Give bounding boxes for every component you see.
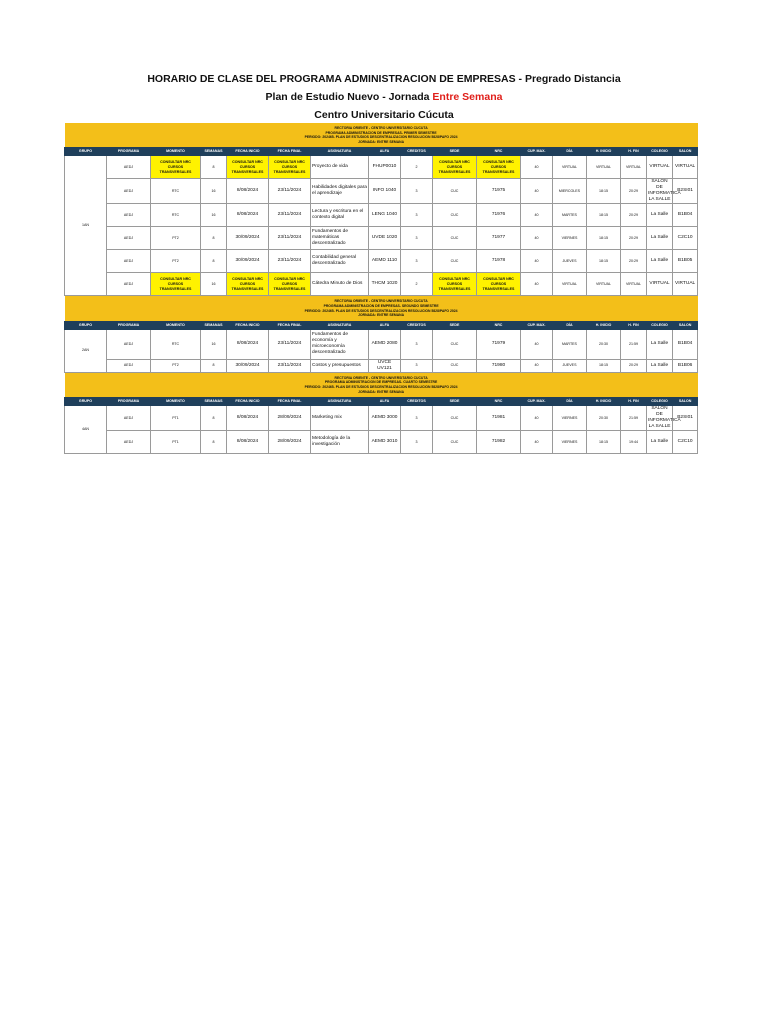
column-header: DÍA: [553, 148, 587, 156]
cell-programa: AEDJ: [107, 204, 151, 227]
cell-asignatura: Lectura y escritura en el contexto digital: [311, 204, 369, 227]
column-header: H. INICIO: [587, 398, 621, 406]
table-row: [65, 250, 698, 273]
cell-cup: 40: [521, 204, 553, 227]
group-cell: 4AN: [65, 406, 107, 454]
cell-creditos: 3: [401, 250, 433, 273]
cell-alfa: AEMD 3010: [369, 431, 401, 454]
cell-colegio: La Salle: [647, 204, 673, 227]
title-line-2-accent: Entre Semana: [432, 91, 503, 103]
section-banner: [65, 372, 698, 397]
cell-hinicio: 20:30: [587, 406, 621, 431]
group-cell: 1AN: [65, 156, 107, 296]
banner-line: RECTORIA ORIENTE - CENTRO UNIVERSITARIO CUCUTA: [334, 375, 428, 380]
cell-semanas: 8: [201, 227, 227, 250]
cell-hinicio: 18:15: [587, 359, 621, 372]
cell-semanas: 8: [201, 431, 227, 454]
column-header: MOMENTO: [151, 398, 201, 406]
cell-nrc: CONSULTAR NRC CURSOS TRANSVERSALES: [477, 156, 521, 179]
cell-colegio: SALON DE INFORMATICA LA SALLE: [648, 179, 681, 203]
column-header: SEDE: [433, 148, 477, 156]
table-row: [65, 156, 698, 179]
cell-creditos: 3: [401, 406, 433, 431]
cell-dia: MARTES: [553, 329, 587, 359]
cell-alfa: AEMD 1110: [369, 250, 401, 273]
cell-hfin: VIRTUAL: [621, 156, 647, 179]
column-header: ALFA: [369, 398, 401, 406]
column-header: PROGRAMA: [107, 321, 151, 329]
column-header: DÍA: [553, 398, 587, 406]
cell-semanas: 8: [201, 359, 227, 372]
title-line-3: Centro Universitario Cúcuta: [314, 109, 454, 121]
column-header: FECHA FINAL: [269, 321, 311, 329]
column-header: GRUPO: [65, 321, 107, 329]
cell-colegio: La Salle: [647, 329, 673, 359]
banner-line: PROGRAMA ADMINISTRACION DE EMPRESAS- CUARTO SEMESTRE: [324, 380, 438, 385]
cell-fin: 23/11/2024: [269, 329, 311, 359]
cell-semanas: 16: [201, 273, 227, 296]
cell-alfa: UVCE UV121: [369, 359, 401, 372]
cell-hfin: 20:29: [621, 179, 647, 204]
cell-asignatura: Proyecto de vida: [311, 156, 369, 179]
column-header: ALFA: [369, 148, 401, 156]
column-header: ASIGNATURA: [311, 398, 369, 406]
cell-salon: VIRTUAL: [673, 273, 698, 296]
cell-fin: 23/11/2024: [269, 250, 311, 273]
cell-inicio: 30/09/2024: [227, 359, 269, 372]
cell-momento: CONSULTAR NRC CURSOS TRANSVERSALES: [151, 273, 201, 296]
banner-line: PERIODO: 202465- PLAN DE ESTUDIOS DESCENTRALIZACION RESOLUCION 5828/PAFO 2024: [304, 135, 458, 140]
cell-colegio: La Salle: [647, 359, 673, 372]
column-header: H. INICIO: [587, 148, 621, 156]
cell-nrc: 71980: [477, 359, 521, 372]
group-cell: 2AN: [65, 329, 107, 372]
cell-sede: CUC: [433, 359, 477, 372]
cell-dia: VIRTUAL: [553, 273, 587, 296]
section-banner-cell: [65, 296, 698, 321]
cell-alfa: FHUP0010: [369, 156, 401, 179]
cell-momento: RTC: [151, 329, 201, 359]
column-header: H. FIN: [621, 321, 647, 329]
cell-hfin: 19:44: [621, 431, 647, 454]
cell-cup: 40: [521, 227, 553, 250]
cell-hfin: 20:29: [621, 227, 647, 250]
column-header: H. FIN: [621, 148, 647, 156]
cell-hinicio: 18:15: [587, 204, 621, 227]
cell-salon: B1B04: [673, 204, 698, 227]
cell-fin: 23/11/2024: [269, 227, 311, 250]
cell-cup: 40: [521, 179, 553, 204]
cell-programa: AEDJ: [107, 273, 151, 296]
cell-alfa: INFO 1040: [369, 179, 401, 204]
cell-dia: VIERNES: [553, 431, 587, 454]
cell-nrc: 71976: [477, 204, 521, 227]
cell-dia: VIERNES: [553, 227, 587, 250]
cell-salon: C2C10: [673, 227, 698, 250]
title-line-2-prefix: Plan de Estudio Nuevo - Jornada: [265, 91, 433, 103]
column-header: ALFA: [369, 321, 401, 329]
cell-cup: 40: [521, 273, 553, 296]
cell-semanas: 8: [201, 250, 227, 273]
cell-programa: AEDJ: [107, 250, 151, 273]
cell-nrc: 71978: [477, 250, 521, 273]
cell-fin: 28/09/2024: [269, 431, 311, 454]
cell-dia: MIERCOLES: [553, 179, 587, 204]
cell-dia: MARTES: [553, 204, 587, 227]
cell-creditos: 2: [401, 273, 433, 296]
cell-salon: B2SI01: [673, 179, 698, 204]
column-header: FECHA INICIO: [227, 321, 269, 329]
cell-semanas: 8: [201, 156, 227, 179]
cell-momento: RTC: [151, 179, 201, 204]
cell-hinicio: 18:15: [587, 227, 621, 250]
cell-inicio: 8/08/2024: [227, 204, 269, 227]
cell-cup: 40: [521, 431, 553, 454]
title-line-2: [0, 88, 768, 106]
cell-alfa: THCM 1020: [369, 273, 401, 296]
cell-salon: B1B05: [673, 250, 698, 273]
cell-cup: 40: [521, 359, 553, 372]
column-header: H. FIN: [621, 398, 647, 406]
cell-asignatura: Marketing mix: [311, 406, 369, 431]
table-row: [65, 273, 698, 296]
section-banner: [65, 296, 698, 321]
schedule-table: [64, 123, 698, 454]
cell-inicio: 30/09/2024: [227, 227, 269, 250]
cell-asignatura: Fundamentos de economía y microeconomía descentralizado: [311, 329, 369, 359]
column-header: PROGRAMA: [107, 148, 151, 156]
cell-creditos: 3: [401, 431, 433, 454]
cell-asignatura: Fundamentos de matemáticas descentralizado: [311, 227, 369, 250]
cell-cup: 40: [521, 406, 553, 431]
cell-dia: VIERNES: [553, 406, 587, 431]
column-header: SEDE: [433, 398, 477, 406]
cell-inicio: 30/09/2024: [227, 250, 269, 273]
cell-fin: 23/11/2024: [269, 359, 311, 372]
cell-colegio: La Salle: [647, 227, 673, 250]
cell-colegio: La Salle: [647, 250, 673, 273]
cell-programa: AEDJ: [107, 329, 151, 359]
cell-hinicio: VIRTUAL: [587, 273, 621, 296]
column-header: GRUPO: [65, 398, 107, 406]
column-header: CREDITOS: [401, 398, 433, 406]
banner-line: RECTORIA ORIENTE - CENTRO UNIVERSITARIO CUCUTA: [334, 299, 428, 304]
cell-asignatura: Cátedra Minuto de Dios: [311, 273, 369, 296]
cell-cup: 40: [521, 329, 553, 359]
column-header: COLEGIO: [647, 148, 673, 156]
cell-creditos: 2: [401, 156, 433, 179]
cell-salon: B1B06: [673, 359, 698, 372]
cell-momento: RTC: [151, 204, 201, 227]
cell-hfin: 21:59: [621, 406, 647, 431]
cell-dia: VIRTUAL: [553, 156, 587, 179]
cell-momento: CONSULTAR NRC CURSOS TRANSVERSALES: [151, 156, 201, 179]
cell-programa: AEDJ: [107, 179, 151, 204]
cell-creditos: 3: [401, 359, 433, 372]
banner-line: PERIODO: 202465- PLAN DE ESTUDIOS DESCENTRALIZACION RESOLUCION 5828/PAFO 2024: [304, 384, 458, 389]
cell-sede: CUC: [433, 204, 477, 227]
column-header: COLEGIO: [647, 398, 673, 406]
cell-sede: CUC: [433, 179, 477, 204]
banner-line: JORNADA: ENTRE SEMANA: [358, 313, 405, 318]
column-header: MOMENTO: [151, 321, 201, 329]
cell-hinicio: 18:15: [587, 431, 621, 454]
cell-inicio: CONSULTAR NRC CURSOS TRANSVERSALES: [227, 156, 269, 179]
column-header: FECHA FINAL: [269, 398, 311, 406]
cell-hinicio: 18:15: [587, 179, 621, 204]
cell-sede: CUC: [433, 431, 477, 454]
column-header: DÍA: [553, 321, 587, 329]
cell-salon: B1B04: [673, 329, 698, 359]
column-header: SALON: [673, 148, 698, 156]
cell-momento: PT1: [151, 431, 201, 454]
column-header: FECHA INICIO: [227, 398, 269, 406]
column-header: CUP. MAX.: [521, 148, 553, 156]
table-row: [65, 227, 698, 250]
cell-semanas: 16: [201, 204, 227, 227]
cell-colegio: La Salle: [647, 431, 673, 454]
cell-salon: C2C10: [673, 431, 698, 454]
cell-nrc: 71981: [477, 406, 521, 431]
cell-programa: AEDJ: [107, 406, 151, 431]
cell-colegio: VIRTUAL: [647, 156, 673, 179]
cell-sede: CONSULTAR NRC CURSOS TRANSVERSALES: [433, 156, 477, 179]
table-row: [65, 359, 698, 372]
column-header: SEMANAS: [201, 148, 227, 156]
banner-line: RECTORIA ORIENTE - CENTRO UNIVERSITARIO CUCUTA: [334, 126, 428, 130]
cell-sede: CUC: [433, 227, 477, 250]
cell-dia: JUEVES: [553, 359, 587, 372]
banner-line: JORNADA: ENTRE SEMANA: [358, 389, 405, 394]
cell-semanas: 8: [201, 406, 227, 431]
cell-hfin: 20:29: [621, 250, 647, 273]
column-header: CUP. MAX.: [521, 321, 553, 329]
cell-semanas: 16: [201, 329, 227, 359]
column-header: SALON: [673, 321, 698, 329]
banner-line: PROGRAMA ADMINISTRACION DE EMPRESAS- PRIMER SEMESTRE: [325, 130, 437, 135]
cell-asignatura: Habilidades digitales para el aprendizaje: [311, 179, 369, 204]
cell-programa: AEDJ: [107, 156, 151, 179]
cell-creditos: 3: [401, 179, 433, 204]
cell-semanas: 16: [201, 179, 227, 204]
cell-hinicio: VIRTUAL: [587, 156, 621, 179]
column-header-row: [65, 398, 698, 406]
cell-hfin: 20:29: [621, 204, 647, 227]
cell-creditos: 3: [401, 329, 433, 359]
cell-hfin: 20:29: [621, 359, 647, 372]
table-row: [65, 406, 698, 431]
cell-nrc: 71979: [477, 329, 521, 359]
cell-colegio: VIRTUAL: [647, 273, 673, 296]
cell-inicio: 8/08/2024: [227, 179, 269, 204]
cell-hinicio: 18:15: [587, 250, 621, 273]
cell-fin: CONSULTAR NRC CURSOS TRANSVERSALES: [269, 156, 311, 179]
cell-nrc: 71982: [477, 431, 521, 454]
column-header: ASIGNATURA: [311, 321, 369, 329]
cell-programa: AEDJ: [107, 227, 151, 250]
column-header-row: [65, 148, 698, 156]
cell-alfa: UVDE 1020: [369, 227, 401, 250]
banner-line: PERIODO: 202465- PLAN DE ESTUDIOS DESCENTRALIZACION RESOLUCION 5828/PAFO 2024: [304, 308, 458, 313]
table-row: [65, 431, 698, 454]
cell-asignatura: Costos y presupuestos: [311, 359, 369, 372]
cell-hinicio: 20:30: [587, 329, 621, 359]
column-header: CUP. MAX.: [521, 398, 553, 406]
section-banner: [65, 123, 698, 148]
column-header: FECHA FINAL: [269, 148, 311, 156]
cell-sede: CUC: [433, 406, 477, 431]
cell-cup: 40: [521, 250, 553, 273]
cell-colegio: SALON DE INFORMATICA LA SALLE: [648, 406, 681, 430]
cell-fin: CONSULTAR NRC CURSOS TRANSVERSALES: [269, 273, 311, 296]
cell-fin: 23/11/2024: [269, 179, 311, 204]
cell-creditos: 3: [401, 204, 433, 227]
column-header: H. INICIO: [587, 321, 621, 329]
cell-nrc: 71977: [477, 227, 521, 250]
cell-inicio: 8/08/2024: [227, 329, 269, 359]
column-header: SEMANAS: [201, 398, 227, 406]
column-header: CREDITOS: [401, 148, 433, 156]
table-row: [65, 329, 698, 359]
column-header: PROGRAMA: [107, 398, 151, 406]
cell-alfa: LENG 1040: [369, 204, 401, 227]
cell-programa: AEDJ: [107, 431, 151, 454]
cell-alfa: AEMD 3000: [369, 406, 401, 431]
title-line-1: HORARIO DE CLASE DEL PROGRAMA ADMINISTRACION DE EMPRESAS - Pregrado Distancia: [147, 73, 621, 85]
table-row: [65, 179, 698, 204]
cell-asignatura: Metodología de la investigación: [311, 431, 369, 454]
column-header-row: [65, 321, 698, 329]
banner-line: PROGRAMA ADMINISTRACION DE EMPRESAS- SEGUNDO SEMESTRE: [323, 303, 439, 308]
column-header: MOMENTO: [151, 148, 201, 156]
cell-momento: PT2: [151, 250, 201, 273]
cell-momento: PT2: [151, 227, 201, 250]
cell-sede: CUC: [433, 250, 477, 273]
cell-fin: 28/09/2024: [269, 406, 311, 431]
column-header: ASIGNATURA: [311, 148, 369, 156]
column-header: SEMANAS: [201, 321, 227, 329]
cell-sede: CUC: [433, 329, 477, 359]
cell-salon: B2SI01: [673, 406, 698, 431]
column-header: GRUPO: [65, 148, 107, 156]
cell-cup: 40: [521, 156, 553, 179]
cell-alfa: AEMD 2080: [369, 329, 401, 359]
column-header: SALON: [673, 398, 698, 406]
cell-momento: PT2: [151, 359, 201, 372]
section-banner-cell: [65, 123, 698, 148]
column-header: FECHA INICIO: [227, 148, 269, 156]
column-header: COLEGIO: [647, 321, 673, 329]
title-block: [0, 70, 768, 124]
cell-dia: JUEVES: [553, 250, 587, 273]
cell-nrc: CONSULTAR NRC CURSOS TRANSVERSALES: [477, 273, 521, 296]
table-row: [65, 204, 698, 227]
cell-sede: CONSULTAR NRC CURSOS TRANSVERSALES: [433, 273, 477, 296]
cell-momento: PT1: [151, 406, 201, 431]
cell-fin: 23/11/2024: [269, 204, 311, 227]
section-banner-cell: [65, 372, 698, 397]
cell-asignatura: Contabilidad general descentralizado: [311, 250, 369, 273]
cell-programa: AEDJ: [107, 359, 151, 372]
column-header: NRC: [477, 148, 521, 156]
cell-inicio: CONSULTAR NRC CURSOS TRANSVERSALES: [227, 273, 269, 296]
cell-inicio: 8/08/2024: [227, 431, 269, 454]
cell-hfin: VIRTUAL: [621, 273, 647, 296]
cell-salon: VIRTUAL: [673, 156, 698, 179]
column-header: CREDITOS: [401, 321, 433, 329]
cell-nrc: 71975: [477, 179, 521, 204]
column-header: NRC: [477, 398, 521, 406]
banner-line: JORNADA: ENTRE SEMANA: [358, 139, 405, 144]
cell-creditos: 3: [401, 227, 433, 250]
cell-inicio: 8/08/2024: [227, 406, 269, 431]
column-header: SEDE: [433, 321, 477, 329]
cell-hfin: 21:59: [621, 329, 647, 359]
column-header: NRC: [477, 321, 521, 329]
